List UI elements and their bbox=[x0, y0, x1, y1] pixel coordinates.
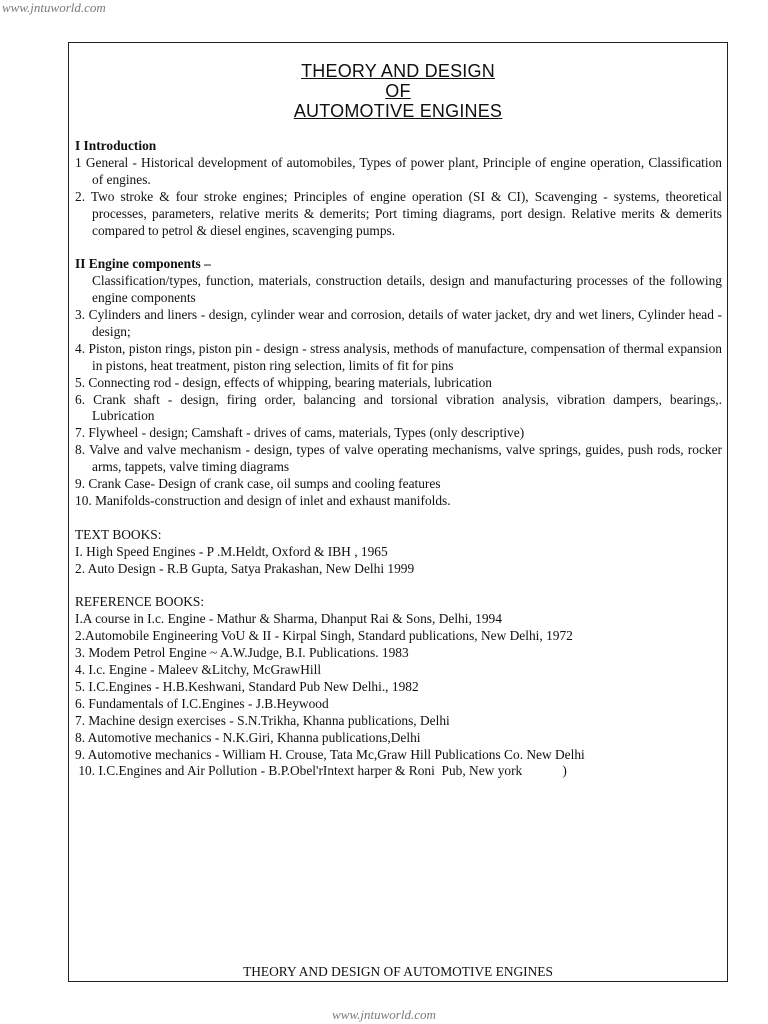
title-line-1: THEORY AND DESIGN bbox=[301, 61, 495, 81]
section-intro: Classification/types, function, materials, construction details, design and manufacturing processes of the following engine components bbox=[92, 273, 722, 306]
textbook-item: 2. Auto Design - R.B Gupta, Satya Prakashan, New Delhi 1999 bbox=[75, 560, 415, 576]
reference-item: 3. Modem Petrol Engine ~ A.W.Judge, B.I. Publications. 1983 bbox=[75, 645, 409, 661]
watermark-top: www.jntuworld.com bbox=[2, 0, 106, 15]
reference-item: 10. I.C.Engines and Air Pollution - B.P.Obel'rIntext harper & Roni Pub, New york ) bbox=[75, 763, 567, 779]
document-title bbox=[69, 61, 727, 121]
list-item: 8. Valve and valve mechanism - design, types of valve operating mechanisms, valve springs, guides, push rods, rocker arms, tappets, valve timing diagrams bbox=[75, 442, 722, 475]
list-item: 7. Flywheel - design; Camshaft - drives of cams, materials, Types (only descriptive) bbox=[75, 425, 525, 441]
watermark-bottom: www.jntuworld.com bbox=[332, 1007, 436, 1022]
list-item: 6. Crank shaft - design, firing order, balancing and torsional vibration analysis, vibration dampers, bearings,. Lubrication bbox=[75, 391, 722, 424]
textbooks-heading: TEXT BOOKS: bbox=[75, 526, 162, 542]
syllabus-content bbox=[75, 138, 722, 780]
reference-books-heading: REFERENCE BOOKS: bbox=[75, 594, 205, 610]
list-item: 4. Piston, piston rings, piston pin - design - stress analysis, methods of manufacture, compensation of thermal expansion in pistons, heat treatment, piston ring selection, limits of fit for pins bbox=[75, 340, 722, 373]
textbook-item: I. High Speed Engines - P .M.Heldt, Oxford & IBH , 1965 bbox=[75, 543, 388, 559]
title-line-2: OF bbox=[385, 81, 411, 101]
page-footer: THEORY AND DESIGN OF AUTOMOTIVE ENGINES bbox=[243, 964, 553, 979]
list-item: 1 General - Historical development of automobiles, Types of power plant, Principle of engine operation, Classification of engines. bbox=[75, 154, 722, 187]
list-item: 3. Cylinders and liners - design, cylinder wear and corrosion, details of water jacket, dry and wet liners, Cylinder head - design; bbox=[75, 307, 722, 339]
title-line-3: AUTOMOTIVE ENGINES bbox=[293, 101, 503, 121]
reference-item: 4. I.c. Engine - Maleev &Litchy, McGrawHill bbox=[75, 662, 322, 678]
reference-item: 9. Automotive mechanics - William H. Crouse, Tata Mc,Graw Hill Publications Co. New Delhi bbox=[75, 746, 585, 762]
list-item: 9. Crank Case- Design of crank case, oil sumps and cooling features bbox=[75, 476, 441, 492]
reference-item: 2.Automobile Engineering VoU & II - Kirpal Singh, Standard publications, New Delhi, 1972 bbox=[75, 628, 573, 644]
list-item: 2. Two stroke & four stroke engines; Principles of engine operation (SI & CI), Scavenging - systems, theoretical processes, parameters, relative merits & demerits; Port timing diagrams, port design. Relative merits & demerits compared to petrol & diesel engines, scavenging pumps. bbox=[75, 188, 722, 238]
list-item: 5. Connecting rod - design, effects of whipping, bearing materials, lubrication bbox=[75, 374, 492, 390]
reference-item: 8. Automotive mechanics - N.K.Giri, Khanna publications,Delhi bbox=[75, 729, 421, 745]
list-item: 10. Manifolds-construction and design of inlet and exhaust manifolds. bbox=[75, 493, 451, 509]
reference-item: 5. I.C.Engines - H.B.Keshwani, Standard Pub New Delhi., 1982 bbox=[75, 678, 419, 694]
section-heading-introduction: I Introduction bbox=[75, 138, 157, 153]
reference-item: I.A course in I.c. Engine - Mathur & Sharma, Dhanput Rai & Sons, Delhi, 1994 bbox=[75, 611, 502, 627]
reference-item: 7. Machine design exercises - S.N.Trikha, Khanna publications, Delhi bbox=[75, 712, 450, 728]
page-frame bbox=[68, 42, 728, 982]
reference-item: 6. Fundamentals of I.C.Engines - J.B.Heywood bbox=[75, 695, 329, 711]
section-heading-engine-components: II Engine components – bbox=[75, 256, 211, 272]
